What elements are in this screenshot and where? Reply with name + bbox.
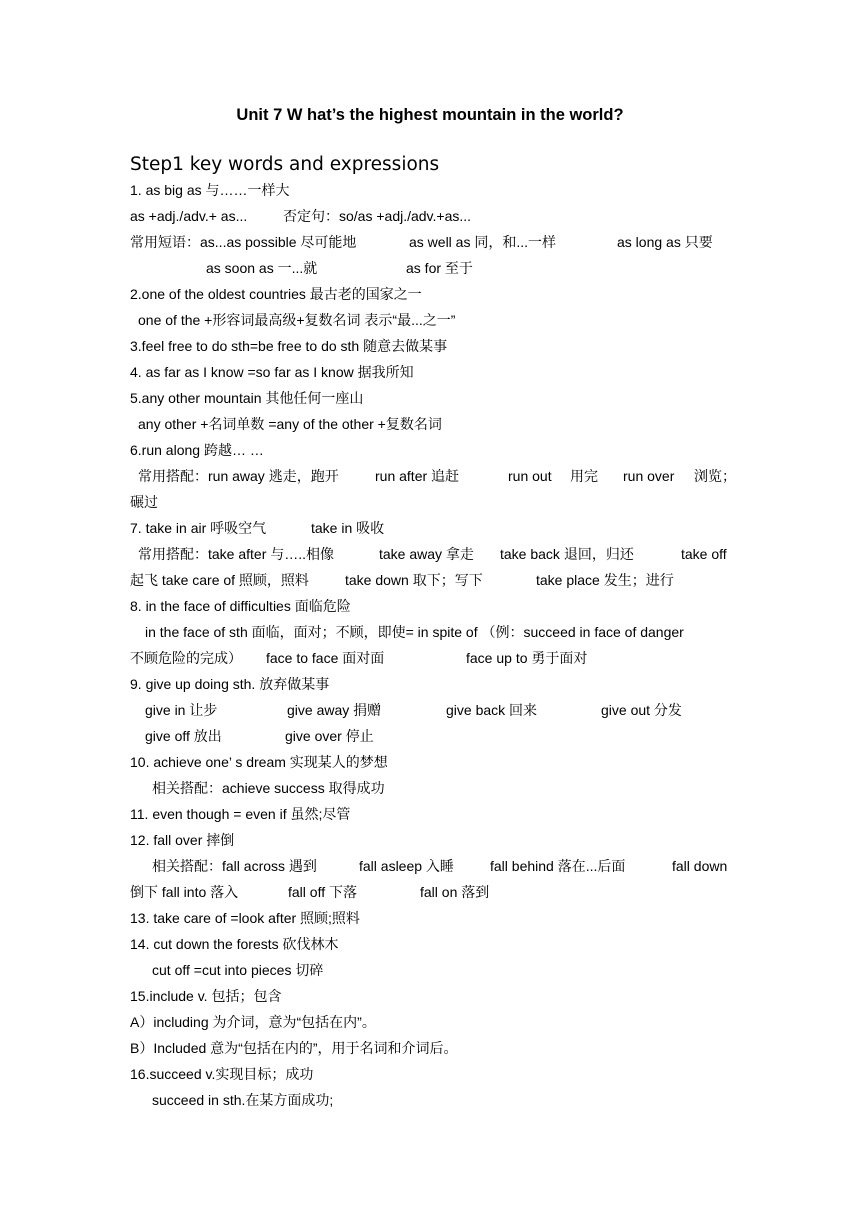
text-segment: face to face 面对面: [266, 650, 385, 666]
text-segment: run after 追赶: [375, 468, 460, 484]
text-segment: 相关搭配：fall across 遇到: [152, 858, 317, 874]
text-segment: as well as 同，和...一样: [409, 234, 557, 250]
text-segment: 9. give up doing sth. 放弃做某事: [130, 676, 330, 692]
text-segment: fall asleep 入睡: [359, 858, 454, 874]
text-segment: A）including 为介词，意为“包括在内”。: [130, 1014, 376, 1030]
text-segment: 不顾危险的完成）: [130, 650, 242, 666]
text-segment: as +adj./adv.+ as...: [130, 208, 248, 224]
text-segment: 13. take care of =look after 照顾;照料: [130, 910, 360, 926]
text-segment: 4. as far as I know =so far as I know 据我所知: [130, 364, 414, 380]
text-segment: succeed in sth.在某方面成功;: [152, 1092, 334, 1108]
text-segment: in the face of sth 面临，面对；不顾，即使= in spite of （例：succeed in face of danger: [145, 624, 684, 640]
text-segment: 2.one of the oldest countries 最古老的国家之一: [130, 286, 422, 302]
text-segment: 用完: [570, 468, 598, 484]
text-segment: 倒下 fall into 落入: [130, 884, 239, 900]
text-segment: take in 吸收: [311, 520, 385, 536]
text-segment: run over: [623, 468, 675, 484]
text-segment: take off: [681, 546, 727, 562]
text-segment: 5.any other mountain 其他任何一座山: [130, 390, 364, 406]
document-title: Unit 7 W hat’s the highest mountain in the world?: [236, 106, 624, 124]
text-segment: face up to 勇于面对: [466, 650, 588, 666]
text-segment: B）Included 意为“包括在内的”，用于名词和介词后。: [130, 1040, 458, 1056]
text-segment: 碾过: [130, 494, 158, 510]
text-segment: one of the +形容词最高级+复数名词 表示“最...之一”: [138, 312, 456, 328]
text-segment: 常用搭配：run away 逃走，跑开: [138, 468, 339, 484]
text-segment: fall down: [672, 858, 728, 874]
text-segment: as for 至于: [406, 260, 473, 276]
text-segment: run out: [508, 468, 552, 484]
text-segment: 10. achieve one’ s dream 实现某人的梦想: [130, 754, 388, 770]
text-segment: as long as 只要: [617, 234, 713, 250]
text-segment: give over 停止: [285, 728, 374, 744]
section-heading: Step1 key words and expressions: [130, 154, 440, 175]
text-segment: take back 退回，归还: [500, 546, 634, 562]
text-segment: 浏览；: [694, 468, 736, 484]
text-segment: 15.include v. 包括；包含: [130, 988, 282, 1004]
text-segment: as soon as 一...就: [206, 260, 318, 276]
text-segment: fall on 落到: [420, 884, 490, 900]
text-segment: any other +名词单数 =any of the other +复数名词: [138, 416, 442, 432]
text-segment: 8. in the face of difficulties 面临危险: [130, 598, 351, 614]
text-segment: 1. as big as 与……一样大: [130, 182, 290, 198]
text-segment: give away 捐赠: [287, 702, 382, 718]
text-segment: cut off =cut into pieces 切碎: [152, 962, 324, 978]
text-segment: 6.run along 跨越… …: [130, 442, 264, 458]
text-segment: 常用短语：as...as possible 尽可能地: [130, 234, 357, 250]
text-segment: take down 取下；写下: [345, 572, 483, 588]
text-segment: 11. even though = even if 虽然;尽管: [130, 806, 351, 822]
text-segment: give off 放出: [145, 728, 222, 744]
text-segment: take place 发生；进行: [536, 572, 674, 588]
text-segment: 常用搭配：take after 与…..相像: [138, 546, 335, 562]
text-segment: give back 回来: [446, 702, 538, 718]
text-segment: 起飞 take care of 照顾，照料: [130, 572, 309, 588]
text-segment: 3.feel free to do sth=be free to do sth 随意去做某事: [130, 338, 448, 354]
text-segment: give in 让步: [145, 702, 218, 718]
text-segment: 14. cut down the forests 砍伐林木: [130, 936, 339, 952]
text-segment: take away 拿走: [379, 546, 474, 562]
text-segment: fall off 下落: [288, 884, 357, 900]
text-segment: 16.succeed v.实现目标；成功: [130, 1066, 314, 1082]
text-segment: fall behind 落在...后面: [490, 858, 626, 874]
text-segment: give out 分发: [601, 702, 682, 718]
text-segment: 否定句：so/as +adj./adv.+as...: [283, 208, 472, 224]
text-segment: 12. fall over 摔倒: [130, 832, 235, 848]
text-segment: 相关搭配：achieve success 取得成功: [152, 780, 385, 796]
text-segment: 7. take in air 呼吸空气: [130, 520, 267, 536]
